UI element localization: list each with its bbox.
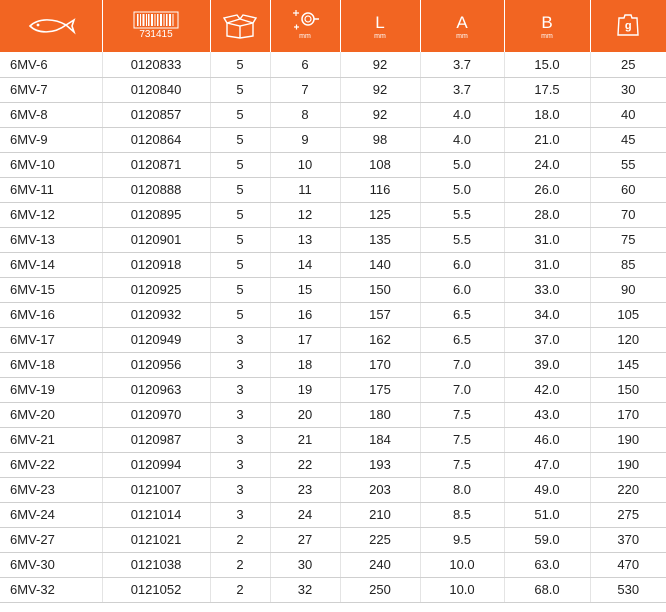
cell-article-code: 0120871 [102,152,210,177]
cell-size: 18 [270,352,340,377]
cell-weight: 220 [590,477,666,502]
table-row [0,577,666,602]
cell-thickness: 8.5 [420,502,504,527]
cell-size: 16 [270,302,340,327]
cell-size: 7 [270,77,340,102]
table-row [0,402,666,427]
header-weight [590,0,666,52]
table-row [0,427,666,452]
cell-size: 32 [270,577,340,602]
cell-article-code: 0120857 [102,102,210,127]
cell-pack-quantity: 5 [210,102,270,127]
width-unit: mm [541,33,553,40]
table-row [0,177,666,202]
barcode-icon [103,11,210,29]
cell-article-code: 0121007 [102,477,210,502]
cell-article-code: 0120901 [102,227,210,252]
cell-length: 240 [340,552,420,577]
cell-pack-quantity: 5 [210,202,270,227]
wrench-size-icon [271,10,340,32]
cell-thickness: 5.5 [420,202,504,227]
cell-article-code: 0120963 [102,377,210,402]
cell-length: 170 [340,352,420,377]
cell-size: 17 [270,327,340,352]
cell-length: 135 [340,227,420,252]
size-unit: mm [299,33,311,40]
table-row [0,502,666,527]
cell-size: 12 [270,202,340,227]
cell-weight: 370 [590,527,666,552]
table-row [0,227,666,252]
cell-width: 17.5 [504,77,590,102]
length-symbol: L [375,13,385,32]
cell-article-code: 0121021 [102,527,210,552]
cell-length: 250 [340,577,420,602]
cell-weight: 150 [590,377,666,402]
cell-weight: 530 [590,577,666,602]
box-icon [211,13,270,39]
cell-width: 31.0 [504,227,590,252]
cell-reference: 6MV-32 [0,577,102,602]
cell-thickness: 7.0 [420,352,504,377]
cell-weight: 45 [590,127,666,152]
cell-thickness: 4.0 [420,102,504,127]
cell-article-code: 0120994 [102,452,210,477]
header-thickness [420,0,504,52]
cell-size: 19 [270,377,340,402]
cell-width: 68.0 [504,577,590,602]
cell-width: 31.0 [504,252,590,277]
cell-thickness: 7.5 [420,452,504,477]
cell-article-code: 0120970 [102,402,210,427]
cell-reference: 6MV-19 [0,377,102,402]
cell-reference: 6MV-24 [0,502,102,527]
cell-article-code: 0120987 [102,427,210,452]
cell-size: 27 [270,527,340,552]
cell-reference: 6MV-23 [0,477,102,502]
cell-thickness: 5.0 [420,177,504,202]
cell-thickness: 4.0 [420,127,504,152]
cell-size: 13 [270,227,340,252]
cell-size: 23 [270,477,340,502]
cell-reference: 6MV-7 [0,77,102,102]
cell-thickness: 5.5 [420,227,504,252]
thickness-symbol: A [456,13,468,32]
cell-size: 22 [270,452,340,477]
cell-width: 47.0 [504,452,590,477]
header-reference [0,0,102,52]
header-width [504,0,590,52]
table-row [0,202,666,227]
cell-thickness: 6.0 [420,277,504,302]
cell-size: 21 [270,427,340,452]
table-row [0,527,666,552]
cell-pack-quantity: 5 [210,277,270,302]
cell-reference: 6MV-13 [0,227,102,252]
cell-weight: 105 [590,302,666,327]
cell-length: 92 [340,102,420,127]
cell-article-code: 0120833 [102,52,210,77]
table-row [0,327,666,352]
cell-length: 98 [340,127,420,152]
cell-width: 51.0 [504,502,590,527]
table-row [0,252,666,277]
cell-article-code: 0120895 [102,202,210,227]
table-row [0,302,666,327]
cell-size: 9 [270,127,340,152]
cell-length: 162 [340,327,420,352]
cell-pack-quantity: 5 [210,227,270,252]
table-row [0,352,666,377]
cell-pack-quantity: 3 [210,402,270,427]
cell-pack-quantity: 3 [210,377,270,402]
cell-weight: 275 [590,502,666,527]
cell-pack-quantity: 5 [210,252,270,277]
cell-reference: 6MV-15 [0,277,102,302]
table-row [0,77,666,102]
cell-thickness: 7.5 [420,402,504,427]
cell-thickness: 7.0 [420,377,504,402]
table-row [0,552,666,577]
cell-width: 21.0 [504,127,590,152]
cell-reference: 6MV-20 [0,402,102,427]
barcode-number: 731415 [139,29,173,40]
cell-pack-quantity: 3 [210,352,270,377]
cell-size: 20 [270,402,340,427]
cell-article-code: 0120949 [102,327,210,352]
cell-thickness: 9.5 [420,527,504,552]
cell-width: 28.0 [504,202,590,227]
cell-pack-quantity: 3 [210,477,270,502]
cell-width: 39.0 [504,352,590,377]
cell-thickness: 6.5 [420,327,504,352]
cell-width: 63.0 [504,552,590,577]
cell-pack-quantity: 5 [210,152,270,177]
cell-weight: 90 [590,277,666,302]
cell-width: 42.0 [504,377,590,402]
cell-length: 125 [340,202,420,227]
cell-length: 225 [340,527,420,552]
cell-width: 59.0 [504,527,590,552]
cell-size: 15 [270,277,340,302]
cell-pack-quantity: 5 [210,77,270,102]
cell-reference: 6MV-14 [0,252,102,277]
cell-weight: 190 [590,452,666,477]
cell-width: 34.0 [504,302,590,327]
table-row [0,477,666,502]
cell-weight: 75 [590,227,666,252]
cell-reference: 6MV-21 [0,427,102,452]
cell-size: 6 [270,52,340,77]
cell-article-code: 0120840 [102,77,210,102]
cell-weight: 55 [590,152,666,177]
cell-pack-quantity: 2 [210,527,270,552]
cell-article-code: 0121014 [102,502,210,527]
cell-article-code: 0120925 [102,277,210,302]
cell-reference: 6MV-22 [0,452,102,477]
cell-weight: 145 [590,352,666,377]
cell-width: 15.0 [504,52,590,77]
table-header-row [0,0,666,52]
cell-thickness: 6.0 [420,252,504,277]
cell-weight: 40 [590,102,666,127]
weight-symbol: g [624,19,632,32]
cell-reference: 6MV-12 [0,202,102,227]
cell-article-code: 0121038 [102,552,210,577]
header-size [270,0,340,52]
cell-article-code: 0120888 [102,177,210,202]
cell-width: 43.0 [504,402,590,427]
cell-thickness: 3.7 [420,77,504,102]
table-row [0,377,666,402]
header-pack-quantity [210,0,270,52]
cell-pack-quantity: 5 [210,127,270,152]
thickness-unit: mm [456,33,468,40]
cell-width: 26.0 [504,177,590,202]
table-row [0,102,666,127]
header-article-code [102,0,210,52]
cell-reference: 6MV-10 [0,152,102,177]
cell-article-code: 0120918 [102,252,210,277]
cell-weight: 30 [590,77,666,102]
cell-weight: 25 [590,52,666,77]
cell-reference: 6MV-11 [0,177,102,202]
cell-pack-quantity: 3 [210,327,270,352]
weight-icon [617,12,639,36]
table-row [0,152,666,177]
cell-article-code: 0121052 [102,577,210,602]
length-unit: mm [374,33,386,40]
cell-reference: 6MV-17 [0,327,102,352]
cell-reference: 6MV-16 [0,302,102,327]
cell-length: 140 [340,252,420,277]
cell-reference: 6MV-9 [0,127,102,152]
cell-length: 175 [340,377,420,402]
cell-pack-quantity: 5 [210,302,270,327]
cell-pack-quantity: 3 [210,427,270,452]
cell-reference: 6MV-30 [0,552,102,577]
table-row [0,127,666,152]
cell-size: 8 [270,102,340,127]
cell-thickness: 10.0 [420,552,504,577]
cell-width: 49.0 [504,477,590,502]
cell-reference: 6MV-27 [0,527,102,552]
cell-length: 210 [340,502,420,527]
cell-article-code: 0120864 [102,127,210,152]
cell-reference: 6MV-18 [0,352,102,377]
cell-thickness: 10.0 [420,577,504,602]
table-row [0,452,666,477]
cell-size: 30 [270,552,340,577]
cell-weight: 190 [590,427,666,452]
cell-size: 14 [270,252,340,277]
cell-weight: 60 [590,177,666,202]
cell-weight: 70 [590,202,666,227]
cell-width: 37.0 [504,327,590,352]
cell-length: 92 [340,77,420,102]
cell-length: 92 [340,52,420,77]
cell-length: 157 [340,302,420,327]
fish-icon [0,16,102,36]
cell-weight: 85 [590,252,666,277]
cell-pack-quantity: 5 [210,52,270,77]
cell-pack-quantity: 2 [210,552,270,577]
width-symbol: B [541,13,553,32]
cell-article-code: 0120956 [102,352,210,377]
cell-size: 10 [270,152,340,177]
cell-length: 150 [340,277,420,302]
cell-size: 11 [270,177,340,202]
cell-thickness: 5.0 [420,152,504,177]
cell-weight: 120 [590,327,666,352]
cell-length: 180 [340,402,420,427]
cell-thickness: 3.7 [420,52,504,77]
cell-thickness: 7.5 [420,427,504,452]
cell-width: 18.0 [504,102,590,127]
cell-length: 184 [340,427,420,452]
header-length [340,0,420,52]
cell-length: 108 [340,152,420,177]
table-row [0,52,666,77]
cell-pack-quantity: 3 [210,502,270,527]
cell-thickness: 6.5 [420,302,504,327]
cell-width: 24.0 [504,152,590,177]
cell-pack-quantity: 5 [210,177,270,202]
cell-thickness: 8.0 [420,477,504,502]
cell-weight: 470 [590,552,666,577]
cell-pack-quantity: 2 [210,577,270,602]
cell-weight: 170 [590,402,666,427]
cell-size: 24 [270,502,340,527]
cell-reference: 6MV-6 [0,52,102,77]
cell-article-code: 0120932 [102,302,210,327]
cell-width: 46.0 [504,427,590,452]
cell-length: 193 [340,452,420,477]
cell-reference: 6MV-8 [0,102,102,127]
cell-length: 203 [340,477,420,502]
cell-pack-quantity: 3 [210,452,270,477]
cell-width: 33.0 [504,277,590,302]
table-row [0,277,666,302]
cell-length: 116 [340,177,420,202]
